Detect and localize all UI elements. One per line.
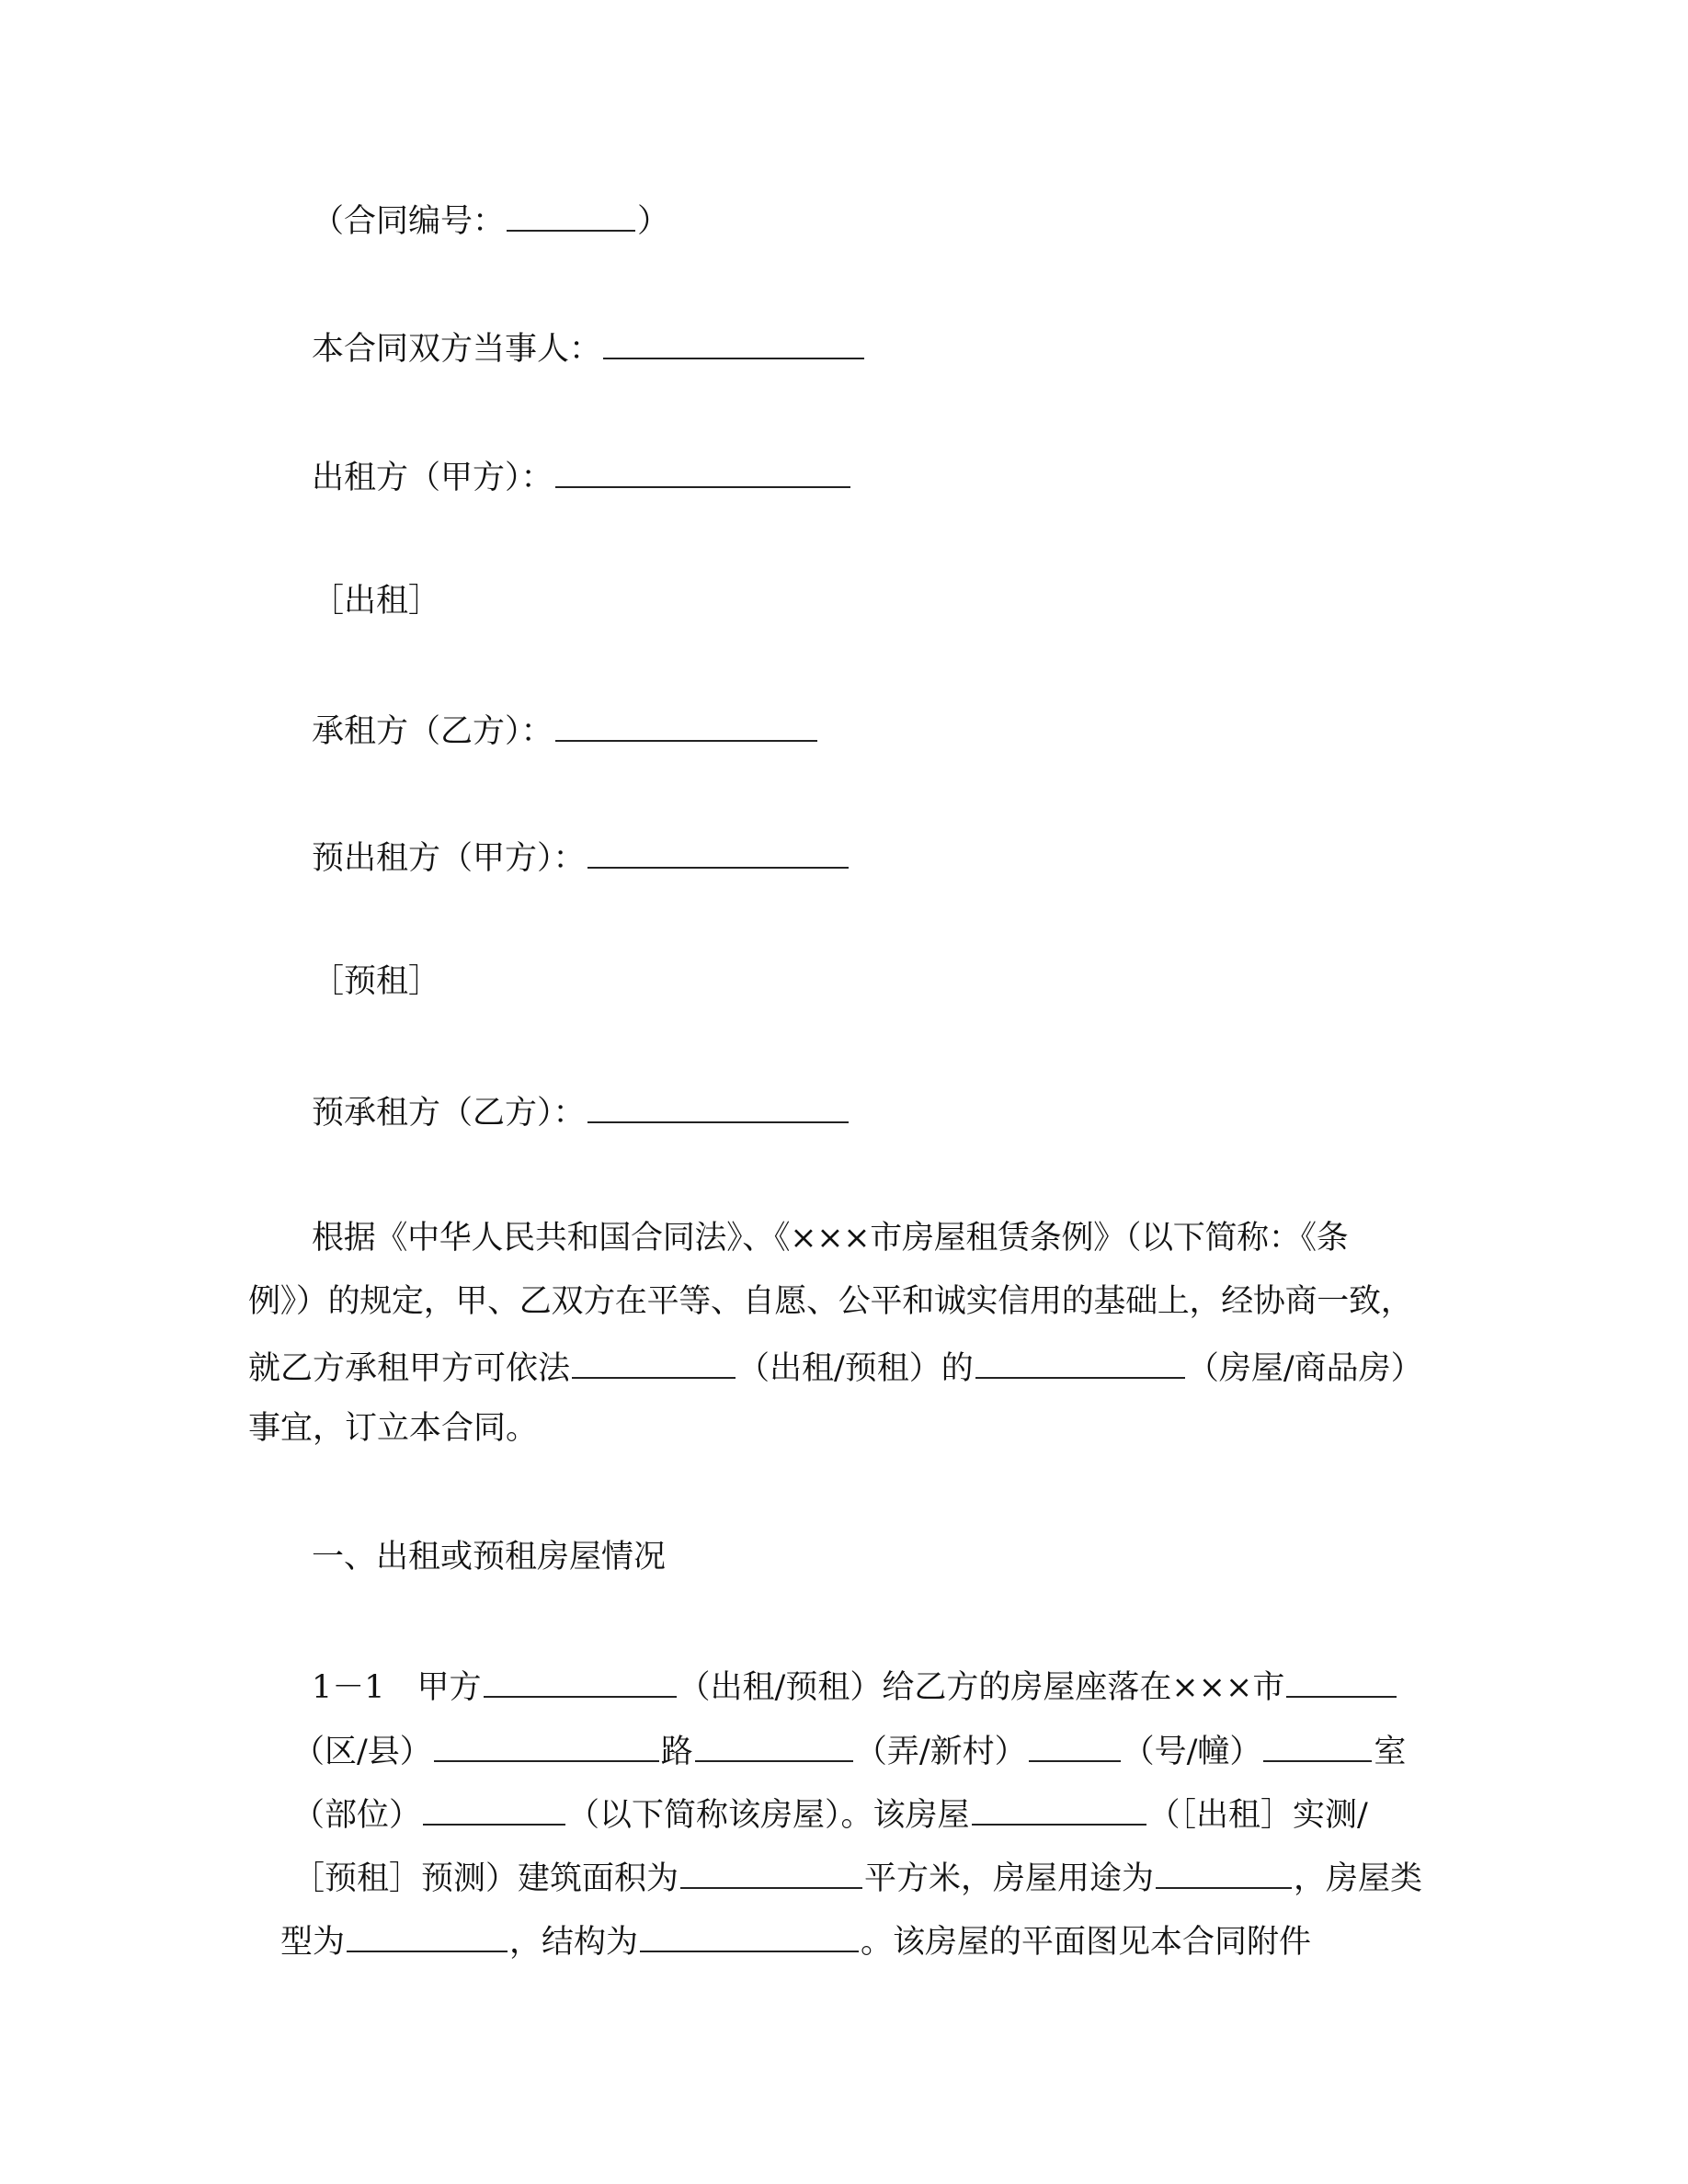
lease-tag: ［出租］ xyxy=(312,583,441,620)
parties-line xyxy=(312,323,866,369)
pre-lessor-blank[interactable] xyxy=(587,832,849,869)
contract-number-line xyxy=(312,195,669,241)
text: 平方米，房屋用途为 xyxy=(864,1860,1155,1897)
text: 就乙方承租甲方可依法 xyxy=(248,1350,571,1387)
district-blank[interactable] xyxy=(1286,1661,1397,1698)
label: 承租方（乙方）： xyxy=(312,713,553,750)
section-title: 一、出租或预租房屋情况 xyxy=(312,1539,667,1575)
text: 1－1 甲方 xyxy=(312,1669,482,1706)
lessor-action-blank[interactable] xyxy=(484,1661,677,1698)
clause-line-5 xyxy=(280,1916,1311,1962)
preamble-line-4: 事宜，订立本合同。 xyxy=(248,1410,539,1447)
lease-type-blank[interactable] xyxy=(572,1342,736,1379)
property-type-blank[interactable] xyxy=(975,1342,1185,1379)
text: （［出租］实测/ xyxy=(1147,1797,1368,1834)
clause-line-4 xyxy=(292,1852,1422,1898)
text: 。该房屋的平面图见本合同附件 xyxy=(861,1924,1312,1961)
text: （以下简称该房屋）。该房屋 xyxy=(567,1797,970,1834)
pre-lessee-blank[interactable] xyxy=(587,1086,849,1123)
text: ，房屋类 xyxy=(1294,1860,1423,1897)
clause-line-2 xyxy=(292,1725,1406,1771)
text: （房屋/商品房） xyxy=(1186,1350,1423,1387)
text: （区/县） xyxy=(292,1734,432,1770)
text: （出租/预租）给乙方的房屋座落在×××市 xyxy=(678,1669,1285,1706)
lane-blank[interactable] xyxy=(695,1725,853,1762)
label: 出租方（甲方）： xyxy=(312,460,553,496)
preamble-line-1: 根据《中华人民共和国合同法》、《×××市房屋租赁条例》（以下简称：《条 xyxy=(312,1220,1349,1257)
text: 型为 xyxy=(280,1924,346,1961)
label: ） xyxy=(637,203,670,240)
label: 预承租方（乙方）： xyxy=(312,1095,586,1132)
usage-blank[interactable] xyxy=(1156,1852,1292,1889)
road-blank[interactable] xyxy=(434,1725,659,1762)
position-blank[interactable] xyxy=(423,1789,565,1826)
text: （部位） xyxy=(292,1797,422,1834)
contract-number-blank[interactable] xyxy=(507,195,635,232)
pre-lessor-line xyxy=(312,832,850,878)
label: 本合同双方当事人： xyxy=(312,331,602,368)
number-blank[interactable] xyxy=(1029,1725,1121,1762)
prelease-tag: ［预租］ xyxy=(312,963,441,1000)
label: （合同编号： xyxy=(312,203,506,240)
room-blank[interactable] xyxy=(1263,1725,1372,1762)
text: （出租/预租）的 xyxy=(737,1350,974,1387)
area-blank[interactable] xyxy=(680,1852,862,1889)
house-type-blank[interactable] xyxy=(347,1916,508,1952)
label: 预出租方（甲方）： xyxy=(312,840,586,877)
lessee-line xyxy=(312,705,819,751)
text: ，结构为 xyxy=(509,1924,639,1961)
text: ［预租］预测）建筑面积为 xyxy=(292,1860,679,1897)
lessor-line xyxy=(312,451,852,497)
preamble-line-3 xyxy=(248,1342,1423,1388)
parties-blank[interactable] xyxy=(603,323,864,359)
text: （弄/新村） xyxy=(854,1734,1027,1770)
text: （号/幢） xyxy=(1122,1734,1262,1770)
structure-blank[interactable] xyxy=(640,1916,859,1952)
preamble-line-2: 例》）的规定，甲、乙双方在平等、自愿、公平和诚实信用的基础上，经协商一致， xyxy=(248,1283,1413,1320)
lessor-blank[interactable] xyxy=(555,451,850,488)
text: 路 xyxy=(660,1734,693,1770)
clause-line-3 xyxy=(292,1789,1368,1835)
area-type-blank[interactable] xyxy=(972,1789,1146,1826)
text: 室 xyxy=(1374,1734,1407,1770)
pre-lessee-line xyxy=(312,1086,850,1132)
lessee-blank[interactable] xyxy=(555,705,817,742)
clause-line-1 xyxy=(312,1661,1398,1707)
